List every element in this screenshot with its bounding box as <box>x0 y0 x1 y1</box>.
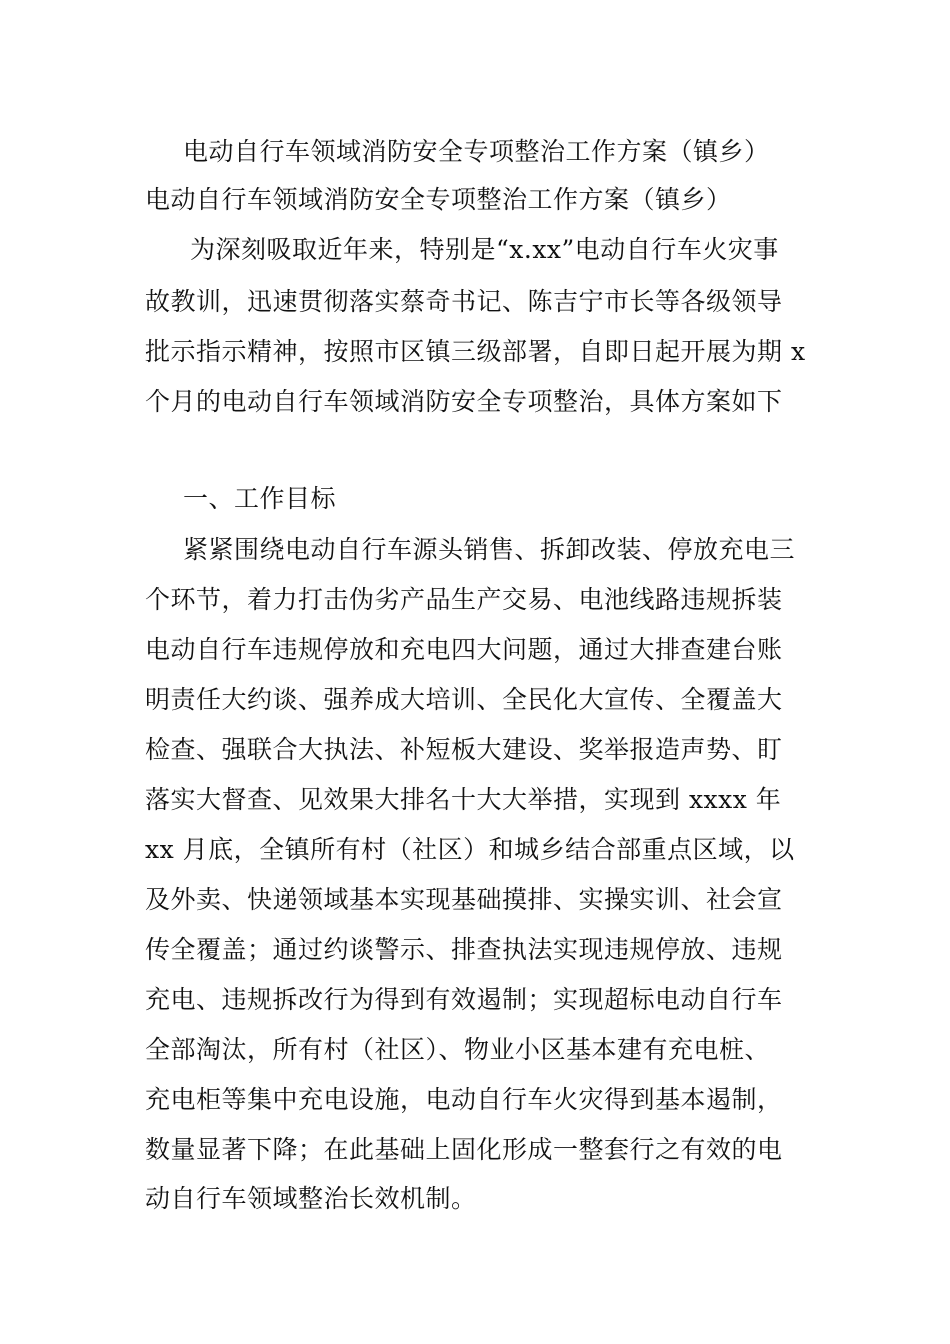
body-line-7: xx 月底，全镇所有村（社区）和城乡结合部重点区域，以 <box>145 835 795 864</box>
body-line-14: 动自行车领域整治长效机制。 <box>145 1184 477 1213</box>
body-line-1: 紧紧围绕电动自行车源头销售、拆卸改装、停放充电三 <box>183 535 796 564</box>
body-line-4: 明责任大约谈、强养成大培训、全民化大宣传、全覆盖大 <box>145 685 783 714</box>
body-line-5: 检查、强联合大执法、补短板大建设、奖举报造声势、盯 <box>145 735 783 764</box>
intro-line-3: 批示指示精神，按照市区镇三级部署，自即日起开展为期 x <box>145 337 806 366</box>
section-heading: 一、工作目标 <box>183 484 337 513</box>
body-line-2: 个环节，着力打击伪劣产品生产交易、电池线路违规拆装 <box>145 585 783 614</box>
intro-line-4: 个月的电动自行车领域消防安全专项整治，具体方案如下 <box>145 387 783 416</box>
body-line-6: 落实大督查、见效果大排名十大大举措，实现到 xxxx 年 <box>145 785 782 814</box>
document-header-title: 电动自行车领域消防安全专项整治工作方案（镇乡） <box>183 137 770 166</box>
body-line-13: 数量显著下降；在此基础上固化形成一整套行之有效的电 <box>145 1135 783 1164</box>
body-line-9: 传全覆盖；通过约谈警示、排查执法实现违规停放、违规 <box>145 935 783 964</box>
body-line-12: 充电柜等集中充电设施，电动自行车火灾得到基本遏制， <box>145 1085 783 1114</box>
body-line-8: 及外卖、快递领域基本实现基础摸排、实操实训、社会宣 <box>145 885 783 914</box>
document-title: 电动自行车领域消防安全专项整治工作方案（镇乡） <box>145 185 732 214</box>
intro-line-2: 故教训，迅速贯彻落实蔡奇书记、陈吉宁市长等各级领导 <box>145 287 783 316</box>
intro-line-1: 为深刻吸取近年来，特别是“x.xx”电动自行车火灾事 <box>190 235 779 264</box>
body-line-10: 充电、违规拆改行为得到有效遏制；实现超标电动自行车 <box>145 985 783 1014</box>
body-line-3: 电动自行车违规停放和充电四大问题，通过大排查建台账 <box>145 635 783 664</box>
body-line-11: 全部淘汰，所有村（社区）、物业小区基本建有充电桩、 <box>145 1035 771 1064</box>
